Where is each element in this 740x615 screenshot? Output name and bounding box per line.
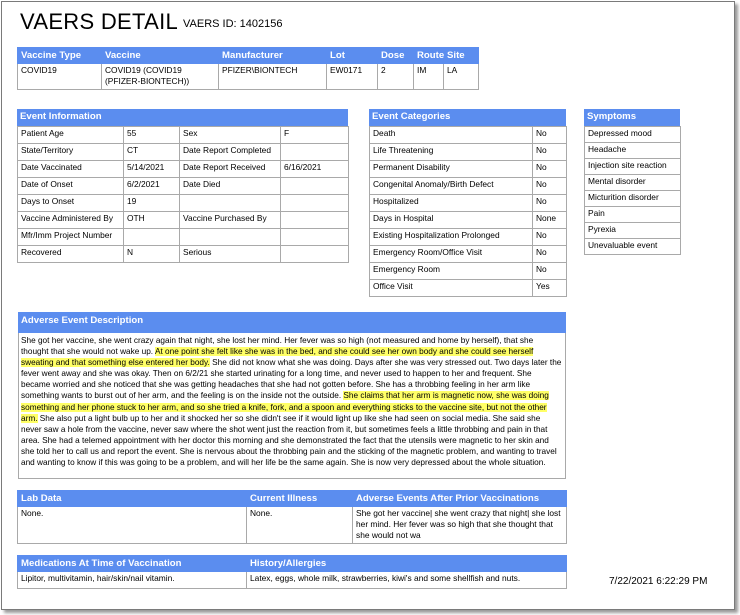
category-value: No: [533, 246, 567, 263]
label-cell: State/Territory: [18, 144, 124, 161]
value-cell: 19: [124, 195, 180, 212]
vaccine-header: Vaccine: [102, 48, 219, 64]
label-cell: Days to Onset: [18, 195, 124, 212]
category-value: No: [533, 229, 567, 246]
medications-value: Lipitor, multivitamin, hair/skin/nail vitamin.: [18, 572, 247, 589]
category-value: No: [533, 161, 567, 178]
label-cell: Recovered: [18, 246, 124, 263]
value-cell: [124, 229, 180, 246]
symptom-item: Unevaluable event: [585, 239, 681, 255]
label-cell: [180, 195, 281, 212]
value-cell: 5/14/2021: [124, 161, 180, 178]
category-label: Congenital Anomaly/Birth Defect: [370, 178, 533, 195]
adverse-event-description: [18, 333, 566, 479]
value-cell: [281, 229, 349, 246]
table-row: [370, 178, 567, 195]
category-label: Emergency Room: [370, 263, 533, 280]
lab-data-value: None.: [18, 507, 247, 544]
value-cell: [281, 144, 349, 161]
label-cell: Vaccine Purchased By: [180, 212, 281, 229]
table-row: [370, 212, 567, 229]
vaccine-table: [17, 47, 479, 90]
symptoms-table: [584, 126, 681, 255]
description-text: She got her vaccine, she went crazy again that night, she lost her mind. Her fever was so high (not measured and home by herself), that she thought that she would not wake up.: [21, 336, 534, 357]
category-value: Yes: [533, 280, 567, 297]
manufacturer-header: Manufacturer: [219, 48, 327, 64]
symptoms-header: Symptoms: [584, 109, 680, 126]
highlighted-text: She claims that her arm is magnetic now, she was doing something and her phone stuck to her arm, and so she tried a knife, fork, and a spoon and everything sticks to the vaccine site, but not the other arm.: [21, 391, 549, 423]
route-value: IM: [414, 64, 444, 90]
dose-header: Dose: [378, 48, 414, 64]
list-item: [585, 127, 681, 143]
value-cell: F: [281, 127, 349, 144]
table-row: [18, 212, 349, 229]
dose-value: 2: [378, 64, 414, 90]
description-text: She also put a light bulb up to her and it shocked her so she didn't see if it would light up like she had seen on social media. She said she never saw a hole from the vaccine, never saw where the shot went just the reaction from it, but sometimes feels a little throbbing and pain in that area. She had a telemed appointment with her doctor this morning and she demonstrated the fact that the utensils were magnetic to her skin and she told her to call us and report the event. She is nervous about the throbbing pain and the sticking of the magnetic problem, and wanting to travel and wanting to know if this was going to be a problem, and will her life be the same again. She is now very depressed about the whole situation.: [21, 413, 557, 468]
site-value: LA: [444, 64, 479, 90]
category-label: Death: [370, 127, 533, 144]
prior-vaccinations-header: Adverse Events After Prior Vaccinations: [353, 491, 567, 507]
prior-vaccinations-value: She got her vaccine| she went crazy that night| she lost her mind. Her fever was so high that she thought that she would not wa: [353, 507, 567, 544]
value-cell: [281, 178, 349, 195]
medications-header-row: [18, 556, 567, 572]
table-row: [18, 144, 349, 161]
symptom-item: Headache: [585, 143, 681, 159]
label-cell: Date Died: [180, 178, 281, 195]
category-label: Permanent Disability: [370, 161, 533, 178]
medications-table: [17, 555, 567, 589]
list-item: [585, 223, 681, 239]
vaccine-header-row: [18, 48, 479, 64]
symptom-item: Depressed mood: [585, 127, 681, 143]
table-row: [370, 161, 567, 178]
category-value: None: [533, 212, 567, 229]
value-cell: 55: [124, 127, 180, 144]
site-header: Site: [444, 48, 479, 64]
list-item: [585, 159, 681, 175]
value-cell: [281, 212, 349, 229]
vaccine-type-header: Vaccine Type: [18, 48, 102, 64]
label-cell: Sex: [180, 127, 281, 144]
current-illness-header: Current Illness: [247, 491, 353, 507]
event-categories-header: Event Categories: [369, 109, 566, 126]
medications-row: [18, 572, 567, 589]
label-cell: Patient Age: [18, 127, 124, 144]
highlighted-text: At one point she felt like she was in the bed, and she could see her own body and she could see herself sweating and that something else entered her body.: [21, 347, 534, 368]
category-value: No: [533, 178, 567, 195]
vaccine-type-value: COVID19: [18, 64, 102, 90]
lot-value: EW0171: [327, 64, 378, 90]
category-value: No: [533, 144, 567, 161]
table-row: [370, 280, 567, 297]
category-label: Days in Hospital: [370, 212, 533, 229]
category-label: Existing Hospitalization Prolonged: [370, 229, 533, 246]
category-label: Emergency Room/Office Visit: [370, 246, 533, 263]
category-value: No: [533, 127, 567, 144]
route-header: Route: [414, 48, 444, 64]
table-row: [370, 246, 567, 263]
symptom-item: Pyrexia: [585, 223, 681, 239]
history-allergies-value: Latex, eggs, whole milk, strawberries, kiwi's and some shellfish and nuts.: [247, 572, 567, 589]
table-row: [370, 144, 567, 161]
lab-table: [17, 490, 567, 544]
value-cell: [281, 195, 349, 212]
vaccine-value: COVID19 (COVID19 (PFIZER-BIONTECH)): [102, 64, 219, 90]
table-row: [18, 161, 349, 178]
category-label: Hospitalized: [370, 195, 533, 212]
table-row: [18, 178, 349, 195]
category-value: No: [533, 195, 567, 212]
current-illness-value: None.: [247, 507, 353, 544]
category-value: No: [533, 263, 567, 280]
list-item: [585, 191, 681, 207]
value-cell: 6/16/2021: [281, 161, 349, 178]
report-timestamp: 7/22/2021 6:22:29 PM: [609, 576, 708, 587]
event-info-table: [17, 126, 349, 263]
table-row: [18, 195, 349, 212]
label-cell: Vaccine Administered By: [18, 212, 124, 229]
symptom-item: Pain: [585, 207, 681, 223]
list-item: [585, 143, 681, 159]
list-item: [585, 175, 681, 191]
list-item: [585, 239, 681, 255]
table-row: [18, 246, 349, 263]
description-text: She did not know what she was doing. Days after she was very stressed out. Two days later the fever went away and she was okay. Then on 6/2/21 she started urinating for a long time, and never used to happen to her and frequent. She became worried and she noticed that she was getting headaches that she had not gotten before. She has a throbbing feeling in her arm like something wants to burst out of her arm, and the feeling is on the inside not the outside.: [21, 358, 562, 401]
symptom-item: Mental disorder: [585, 175, 681, 191]
label-cell: Date Report Completed: [180, 144, 281, 161]
value-cell: [281, 246, 349, 263]
label-cell: Serious: [180, 246, 281, 263]
event-info-header: Event Information: [17, 109, 348, 126]
manufacturer-value: PFIZER\BIONTECH: [219, 64, 327, 90]
value-cell: OTH: [124, 212, 180, 229]
category-label: Life Threatening: [370, 144, 533, 161]
event-categories-table: [369, 126, 567, 297]
symptom-item: Injection site reaction: [585, 159, 681, 175]
table-row: [370, 229, 567, 246]
medications-header: Medications At Time of Vaccination: [18, 556, 247, 572]
category-label: Office Visit: [370, 280, 533, 297]
value-cell: 6/2/2021: [124, 178, 180, 195]
symptom-item: Micturition disorder: [585, 191, 681, 207]
table-row: [18, 127, 349, 144]
label-cell: Date Report Received: [180, 161, 281, 178]
history-allergies-header: History/Allergies: [247, 556, 567, 572]
table-row: [370, 195, 567, 212]
lot-header: Lot: [327, 48, 378, 64]
page-title: VAERS DETAIL: [20, 9, 179, 34]
label-cell: Date Vaccinated: [18, 161, 124, 178]
label-cell: Mfr/Imm Project Number: [18, 229, 124, 246]
value-cell: N: [124, 246, 180, 263]
label-cell: [180, 229, 281, 246]
vaers-id: VAERS ID: 1402156: [183, 18, 283, 30]
table-row: [18, 229, 349, 246]
list-item: [585, 207, 681, 223]
value-cell: CT: [124, 144, 180, 161]
vaccine-row: [18, 64, 479, 90]
table-row: [370, 127, 567, 144]
label-cell: Date of Onset: [18, 178, 124, 195]
lab-row: [18, 507, 567, 544]
lab-header-row: [18, 491, 567, 507]
table-row: [370, 263, 567, 280]
lab-data-header: Lab Data: [18, 491, 247, 507]
adverse-event-header: Adverse Event Description: [18, 312, 566, 333]
